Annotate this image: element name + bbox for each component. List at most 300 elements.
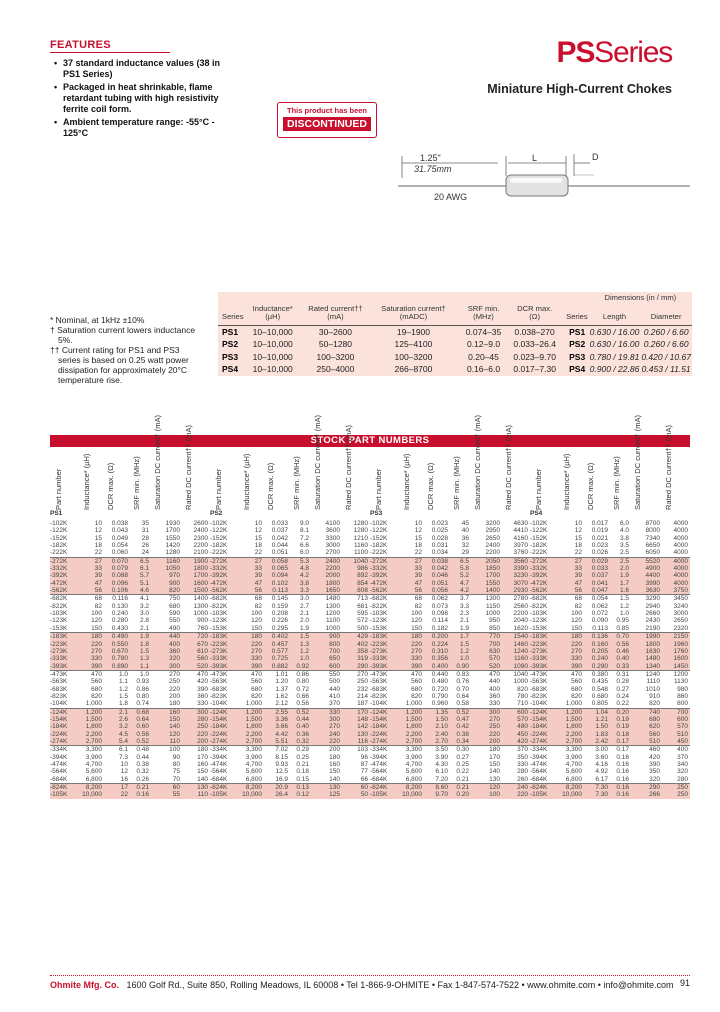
value-cell: 60 xyxy=(340,784,370,792)
table-row xyxy=(370,557,530,565)
value-cell: 250 xyxy=(660,784,690,792)
value-cell: 0.056 xyxy=(422,587,448,595)
value-cell: 560 xyxy=(251,678,262,686)
col-series-2: Series xyxy=(565,303,589,326)
value-cell: 1.0 xyxy=(128,670,149,678)
value-cell: 2,700 xyxy=(558,738,582,746)
value-cell: 1200 xyxy=(325,610,340,618)
feature-item: • 37 standard inductance values (38 in PS1 Series) xyxy=(54,58,224,80)
value-cell: 360 xyxy=(197,692,208,700)
table-row xyxy=(210,633,370,641)
value-cell: 0.19 xyxy=(608,723,629,730)
part-number-cell: -222K xyxy=(370,549,388,557)
feature-item: • Ambient temperature range: -55°C - 125°C xyxy=(54,117,224,139)
value-cell: 2040 xyxy=(513,617,528,625)
part-number-cell: -273K xyxy=(210,648,238,655)
value-cell: 180 xyxy=(558,633,582,641)
table-row xyxy=(210,678,370,685)
value-cell: 595 xyxy=(357,610,368,618)
part-number-cell: -273K xyxy=(370,648,398,655)
part-number-cell: -274K xyxy=(370,738,398,746)
value-cell: 26 xyxy=(141,542,149,550)
value-cell: 250 xyxy=(660,791,690,798)
value-cell: 0.073 xyxy=(431,602,448,610)
value-cell: 4000 xyxy=(673,527,688,535)
value-cell: 27 xyxy=(398,557,422,565)
part-number-cell: -333K xyxy=(50,655,78,662)
table-row xyxy=(530,535,690,542)
value-cell: 330 xyxy=(197,700,208,708)
value-cell: 0.21 xyxy=(128,784,149,792)
value-cell: 490 xyxy=(169,624,180,632)
part-number-cell: -472K xyxy=(210,580,238,587)
part-number-cell: -562K xyxy=(50,587,78,595)
value-cell: 2000 xyxy=(309,572,340,579)
table-row xyxy=(210,731,370,738)
value-cell: 1300 xyxy=(325,602,340,610)
table-row xyxy=(50,617,210,624)
value-cell: 12 xyxy=(414,527,422,535)
value-cell: 1.0 xyxy=(288,655,309,662)
value-cell: 2,200 xyxy=(398,731,422,738)
table-row xyxy=(210,641,370,648)
value-cell: 3970 xyxy=(513,542,528,550)
specs-cell-series2: PS1 xyxy=(569,326,586,337)
value-cell: 1420 xyxy=(165,542,180,550)
value-cell: 1340 xyxy=(629,663,660,671)
value-cell: 400 xyxy=(149,641,180,648)
value-cell: 3.00 xyxy=(582,746,608,754)
value-cell: 120 xyxy=(571,617,582,625)
value-cell: 220 xyxy=(78,641,102,648)
value-cell: 2050 xyxy=(469,557,500,565)
part-number-cell: -222K xyxy=(50,549,68,557)
value-cell: 4.6 xyxy=(128,587,149,595)
value-cell: 4410 xyxy=(513,527,528,535)
value-cell: 22 xyxy=(414,549,422,557)
value-cell: 1.9 xyxy=(608,572,629,579)
value-cell: 1.7 xyxy=(448,633,469,641)
part-number-cell: -473K xyxy=(50,670,78,678)
part-number-cell: -102K xyxy=(210,520,228,527)
table-row xyxy=(370,520,530,527)
value-cell: 2940 xyxy=(645,602,660,610)
value-cell: 0.025 xyxy=(431,527,448,535)
value-cell: 15 xyxy=(574,534,582,542)
stock-col-header-label: Rated DC current†† (mA) xyxy=(184,424,193,510)
value-cell: 0.76 xyxy=(456,678,469,686)
stock-col-header xyxy=(632,414,644,518)
value-cell: 600 xyxy=(500,708,530,716)
value-cell: 0.16 xyxy=(608,784,629,792)
value-cell: 0.92 xyxy=(288,663,309,671)
stock-col-header xyxy=(373,452,385,518)
part-number-cell: -105K xyxy=(530,791,558,798)
table-row xyxy=(50,565,210,572)
value-cell: 390 xyxy=(238,663,262,671)
table-row xyxy=(530,723,690,730)
value-cell: 1.01 xyxy=(262,670,288,678)
value-cell: 0.70 xyxy=(608,633,629,641)
stock-col-header-label: Saturation DC current† (mA) xyxy=(473,414,482,510)
value-cell: 0.033 xyxy=(271,520,288,527)
part-number-cell: -122K xyxy=(210,527,228,535)
value-cell: 0.031 xyxy=(431,542,448,550)
part-number-cell: -334K xyxy=(370,746,398,754)
value-cell: 950 xyxy=(489,617,500,625)
value-cell: 520 xyxy=(180,663,210,671)
value-cell: 33 xyxy=(78,565,102,572)
value-cell: 390 xyxy=(197,685,208,693)
part-number-cell: -332K xyxy=(530,565,558,572)
table-row xyxy=(530,738,690,746)
value-cell: 82 xyxy=(94,602,102,610)
specs-cell-dia: 0.260 / 6.60 xyxy=(643,326,689,337)
value-cell: 180 xyxy=(180,746,210,754)
value-cell: 0.490 xyxy=(102,633,128,641)
stock-col-header xyxy=(401,452,413,518)
part-number-cell: -684K xyxy=(370,775,388,783)
value-cell: 320 xyxy=(677,768,688,776)
value-cell: 900 xyxy=(309,633,340,641)
value-cell: 3,300 xyxy=(558,746,582,754)
value-cell: 4.7 xyxy=(448,580,469,587)
value-cell: 0.15 xyxy=(296,775,309,783)
value-cell: 1480 xyxy=(309,595,340,603)
value-cell: 150 xyxy=(411,624,422,632)
part-number-cell: -332K xyxy=(210,565,238,572)
value-cell: 0.102 xyxy=(262,580,288,587)
value-cell: 170 xyxy=(340,708,370,716)
table-row xyxy=(530,572,690,579)
value-cell: 3,300 xyxy=(78,746,102,754)
value-cell: 1460 xyxy=(500,641,530,648)
table-row xyxy=(210,693,370,700)
value-cell: 360 xyxy=(149,648,180,655)
value-cell: 120 xyxy=(251,617,262,625)
value-cell: 3070 xyxy=(500,580,530,587)
value-cell: 570 xyxy=(500,716,530,723)
value-cell: 270 xyxy=(309,723,340,730)
value-cell: 0.457 xyxy=(262,641,288,648)
value-cell: 1,000 xyxy=(565,700,582,708)
table-row xyxy=(210,572,370,579)
value-cell: 0.26 xyxy=(136,775,149,783)
col-saturation-current: Saturation current† (mADC) xyxy=(370,303,457,326)
value-cell: 1.3 xyxy=(128,655,149,662)
table-row xyxy=(530,648,690,655)
value-cell: 570 xyxy=(660,723,690,730)
value-cell: 15 xyxy=(414,534,422,542)
value-cell: 0.051 xyxy=(422,580,448,587)
table-row xyxy=(370,655,530,662)
value-cell: 3990 xyxy=(629,580,660,587)
value-cell: 680 xyxy=(169,602,180,610)
table-row xyxy=(50,678,210,685)
table-row xyxy=(370,716,530,723)
value-cell: 560 xyxy=(629,731,660,738)
part-number-cell: -474K xyxy=(370,761,388,768)
table-row xyxy=(370,678,530,685)
part-number-cell: -333K xyxy=(370,655,398,662)
table-row xyxy=(530,542,690,549)
value-cell: 2320 xyxy=(673,624,688,632)
value-cell: 0.400 xyxy=(422,663,448,671)
value-cell: 0.46 xyxy=(608,648,629,655)
part-number-cell: -103K xyxy=(530,610,548,618)
value-cell: 6,800 xyxy=(405,775,422,783)
value-cell: 0.058 xyxy=(262,557,288,565)
table-row xyxy=(210,768,370,775)
part-number-cell: -182K xyxy=(210,542,228,550)
value-cell: 1.5 xyxy=(288,633,309,641)
value-cell: 0.072 xyxy=(591,610,608,618)
value-cell: 2.1 xyxy=(459,617,469,625)
stock-col-header xyxy=(183,424,195,518)
value-cell: 1.35 xyxy=(422,708,448,716)
value-cell: 0.19 xyxy=(608,716,629,723)
stock-col-header xyxy=(291,452,303,518)
value-cell: 1.5 xyxy=(608,595,629,603)
value-cell: 3.7 xyxy=(448,595,469,603)
specs-cell-sat: 266–8700 xyxy=(394,364,433,374)
table-row xyxy=(50,723,210,730)
col-srf: SRF min. (MHz) xyxy=(457,303,510,326)
part-number-cell: -394K xyxy=(50,753,68,761)
value-cell: 0.046 xyxy=(422,572,448,579)
value-cell: 140 xyxy=(489,768,500,776)
value-cell: 1.9 xyxy=(128,633,149,641)
value-cell: 800 xyxy=(677,700,688,708)
table-row xyxy=(530,768,690,775)
part-number-cell: -184K xyxy=(530,723,558,730)
part-number-cell: -122K xyxy=(50,527,68,535)
stock-col-header xyxy=(53,452,65,518)
value-cell: 7.3 xyxy=(118,753,128,761)
table-row xyxy=(530,557,690,565)
table-row xyxy=(50,791,210,798)
value-cell: 22 xyxy=(574,549,582,557)
table-row xyxy=(210,549,370,557)
value-cell: 3.0 xyxy=(288,595,309,603)
value-cell: 1160 xyxy=(149,557,180,565)
value-cell: 0.33 xyxy=(608,663,629,671)
value-cell: 1050 xyxy=(149,565,180,572)
value-cell: 270 xyxy=(149,670,180,678)
value-cell: 77 xyxy=(360,768,368,776)
value-cell: 3,900 xyxy=(405,753,422,761)
value-cell: 330 xyxy=(489,700,500,708)
value-cell: 180 xyxy=(469,746,500,754)
part-number-cell: -103K xyxy=(370,610,388,618)
specs-cell-rated: 100–3200 xyxy=(316,351,355,362)
stock-column-headers xyxy=(50,414,210,520)
value-cell: 1.6 xyxy=(608,587,629,595)
value-cell: 2400 xyxy=(485,542,500,550)
value-cell: 0.56 xyxy=(128,731,149,738)
value-cell: 16.9 xyxy=(275,775,288,783)
part-number-cell: -474K xyxy=(530,761,548,768)
value-cell: 740 xyxy=(629,708,660,716)
part-number-cell: -274K xyxy=(50,738,78,746)
table-row xyxy=(530,655,690,662)
value-cell: 2.5 xyxy=(608,557,629,565)
value-cell: 1,000 xyxy=(245,700,262,708)
value-cell: 1000 xyxy=(325,624,340,632)
table-row xyxy=(370,708,530,716)
value-cell: 0.070 xyxy=(102,557,128,565)
value-cell: 3.90 xyxy=(435,753,448,761)
specs-cell-dcr: 0.038–270 xyxy=(514,326,555,337)
part-number-cell: -124K xyxy=(530,708,558,716)
value-cell: 180 xyxy=(238,633,262,641)
value-cell: 780 xyxy=(517,692,528,700)
value-cell: 1400 xyxy=(469,587,500,595)
value-cell: 6.5 xyxy=(448,557,469,565)
part-number-cell: -223K xyxy=(50,641,78,648)
value-cell: 0.12 xyxy=(288,791,309,798)
value-cell: 5.7 xyxy=(128,572,149,579)
value-cell: 2.0 xyxy=(608,565,629,572)
value-cell: 0.062 xyxy=(591,602,608,610)
value-cell: 1.9 xyxy=(459,624,469,632)
value-cell: 470 xyxy=(238,670,262,678)
value-cell: 6.0 xyxy=(619,520,629,527)
value-cell: 12 xyxy=(254,527,262,535)
value-cell: 12 xyxy=(574,527,582,535)
part-number-cell: -122K xyxy=(530,527,548,535)
table-row xyxy=(210,686,370,693)
value-cell: 280 xyxy=(517,768,528,776)
part-number-cell: -105K xyxy=(370,791,398,798)
table-row xyxy=(370,595,530,603)
part-number-cell: -183K xyxy=(370,633,398,641)
value-cell: 1.50 xyxy=(422,716,448,723)
part-number-cell: -822K xyxy=(50,602,68,610)
value-cell: 2.1 xyxy=(102,708,128,716)
value-cell: 3.5 xyxy=(619,542,629,550)
value-cell: 0.17 xyxy=(608,746,629,754)
part-number-cell: -823K xyxy=(530,692,548,700)
value-cell: 0.72 xyxy=(296,685,309,693)
value-cell: 0.226 xyxy=(271,617,288,625)
value-cell: 0.043 xyxy=(111,527,128,535)
value-cell: 116 xyxy=(340,738,370,746)
value-cell: 350 xyxy=(517,753,528,761)
lead-length-mm-label: 31.75mm xyxy=(414,164,452,174)
value-cell: 27 xyxy=(78,557,102,565)
part-number-cell: -183K xyxy=(50,633,78,641)
value-cell: 2150 xyxy=(660,633,690,641)
value-cell: 820 xyxy=(517,685,528,693)
value-cell: 4400 xyxy=(629,572,660,579)
value-cell: 2,700 xyxy=(398,738,422,746)
value-cell: 28 xyxy=(141,534,149,542)
stock-col-header xyxy=(585,452,597,518)
value-cell: 150 xyxy=(489,761,500,768)
table-row xyxy=(50,670,210,678)
value-cell: 100 xyxy=(571,610,582,618)
value-cell: 1.2 xyxy=(118,685,128,693)
value-cell: 130 xyxy=(309,784,340,792)
value-cell: 0.85 xyxy=(616,624,629,632)
value-cell: 0.060 xyxy=(111,549,128,557)
value-cell: 1,500 xyxy=(238,716,262,723)
part-number-cell: -394K xyxy=(530,753,548,761)
value-cell: 1550 xyxy=(469,580,500,587)
value-cell: 4.0 xyxy=(619,527,629,535)
value-cell: 180 xyxy=(169,700,180,708)
stock-group-ps1 xyxy=(50,414,210,882)
value-cell: 6,800 xyxy=(565,775,582,783)
part-number-cell: -184K xyxy=(210,723,238,730)
part-number-cell: -474K xyxy=(50,761,68,768)
value-cell: 700 xyxy=(309,648,340,655)
stock-col-header-label: DCR max. (Ω) xyxy=(586,462,595,510)
value-cell: 4000 xyxy=(673,520,688,527)
part-number-cell: -123K xyxy=(50,617,68,625)
stock-part-numbers-heading: STOCK PART NUMBERS xyxy=(50,435,690,447)
value-cell: 125 xyxy=(309,791,340,798)
value-cell: 270 xyxy=(558,648,582,655)
value-cell: 45 xyxy=(461,520,469,527)
stock-col-header-label: Inductance* (µH) xyxy=(562,453,571,510)
value-cell: 470 xyxy=(180,670,210,678)
value-cell: 82 xyxy=(574,602,582,610)
value-cell: 0.66 xyxy=(296,692,309,700)
value-cell: 0.160 xyxy=(582,641,608,648)
value-cell: 3000 xyxy=(673,610,688,618)
body-length-label: L xyxy=(532,153,538,163)
stock-col-header xyxy=(152,414,164,518)
table-row xyxy=(370,663,530,671)
value-cell: 400 xyxy=(489,685,500,693)
value-cell: 270 xyxy=(398,648,422,655)
value-cell: 150 xyxy=(91,624,102,632)
value-cell: 450 xyxy=(500,731,530,738)
stock-column-headers xyxy=(530,414,690,520)
value-cell: 570 xyxy=(469,655,500,662)
value-cell: 1210 xyxy=(353,534,368,542)
value-cell: 320 xyxy=(149,655,180,662)
value-cell: 0.240 xyxy=(111,610,128,618)
table-row xyxy=(530,670,690,678)
part-number-cell: -393K xyxy=(370,663,398,671)
part-number-cell: -393K xyxy=(50,663,78,671)
value-cell: 710 xyxy=(517,700,528,708)
table-row xyxy=(210,784,370,792)
value-cell: 390 xyxy=(649,761,660,768)
value-cell: 1,200 xyxy=(78,708,102,716)
value-cell: 440 xyxy=(489,678,500,686)
value-cell: 2560 xyxy=(513,602,528,610)
value-cell: 4.30 xyxy=(435,761,448,768)
value-cell: 100 xyxy=(469,791,500,798)
part-number-cell: -274K xyxy=(530,738,558,746)
table-row xyxy=(210,655,370,662)
value-cell: 47 xyxy=(398,580,422,587)
value-cell: 12.5 xyxy=(275,768,288,776)
value-cell: 0.017 xyxy=(591,520,608,527)
value-cell: 0.034 xyxy=(431,549,448,557)
value-cell: 2200 xyxy=(485,549,500,557)
value-cell: 560 xyxy=(180,655,210,662)
value-cell: 0.051 xyxy=(271,549,288,557)
value-cell: 1,800 xyxy=(558,723,582,730)
table-row xyxy=(370,587,530,595)
stock-col-header xyxy=(81,452,93,518)
part-number-cell: -154K xyxy=(50,716,78,723)
